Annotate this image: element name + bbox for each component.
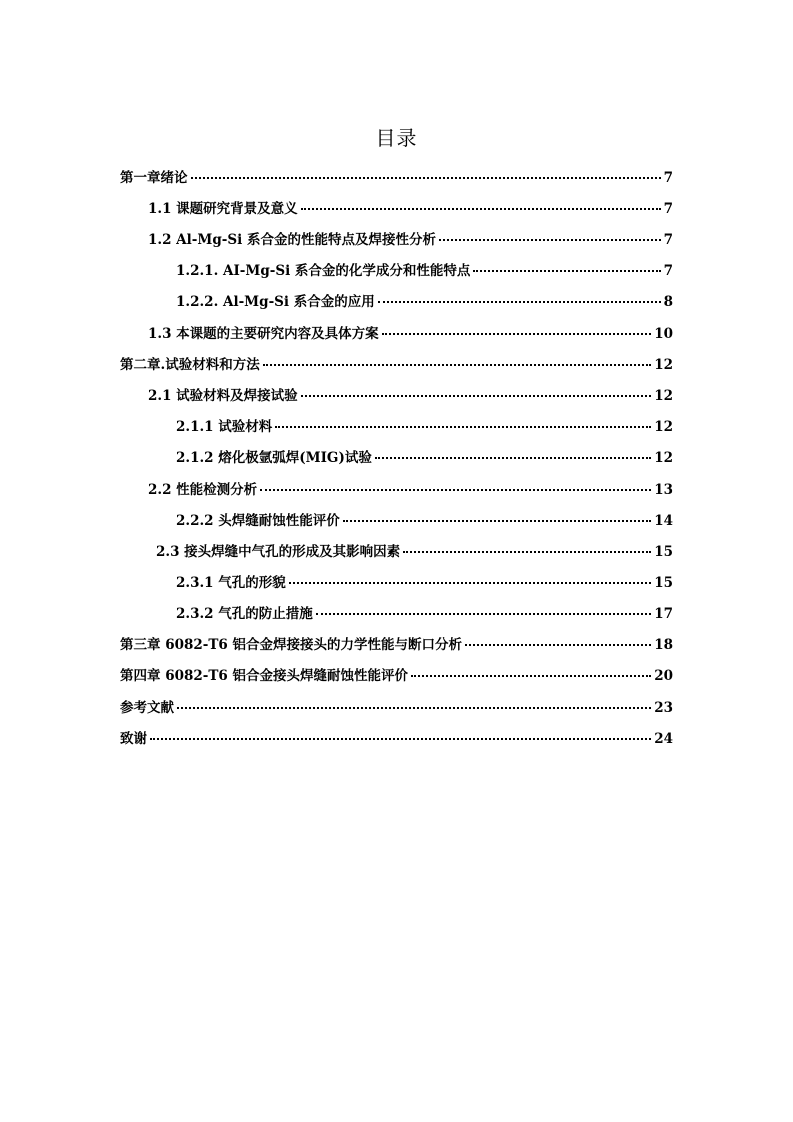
dot-leader — [260, 475, 651, 491]
toc-entry-page: 14 — [654, 513, 673, 529]
toc-entry-label: 参考文献 — [120, 700, 174, 716]
toc-entry[interactable] — [176, 446, 673, 467]
toc-entry[interactable] — [120, 166, 673, 187]
toc-entry[interactable] — [148, 228, 673, 249]
dot-leader — [473, 256, 660, 272]
dot-leader — [403, 537, 651, 553]
toc-entry-label: 1.2.2. Al-Mg-Si 系合金的应用 — [176, 294, 375, 310]
dot-leader — [301, 194, 661, 210]
toc-entry-page: 15 — [654, 544, 673, 560]
toc-title: 目录 — [375, 126, 418, 150]
dot-leader — [263, 350, 652, 366]
toc-entry[interactable] — [176, 602, 673, 623]
dot-leader — [191, 163, 661, 179]
toc-entry-label: 2.1 试验材料及焊接试验 — [148, 388, 298, 404]
toc-entry-page: 20 — [654, 668, 673, 684]
toc-entry[interactable] — [176, 290, 673, 311]
toc-entry-page: 10 — [654, 326, 673, 342]
toc-entry[interactable] — [156, 540, 673, 561]
toc-entry[interactable] — [120, 727, 673, 748]
dot-leader — [177, 693, 651, 709]
toc-entry-label: 1.2.1. AI-Mg-Si 系合金的化学成分和性能特点 — [176, 263, 471, 279]
dot-leader — [465, 630, 651, 646]
dot-leader — [411, 661, 651, 677]
toc-entry-page: 7 — [663, 263, 673, 279]
toc-entry[interactable] — [176, 415, 673, 436]
toc-entry[interactable] — [148, 478, 673, 499]
toc-entry-label: 2.3.2 气孔的防止措施 — [176, 606, 313, 622]
toc-entry-label: 2.2.2 头焊缝耐蚀性能评价 — [176, 513, 340, 529]
toc-entry-label: 2.3 接头焊缝中气孔的形成及其影响因素 — [156, 544, 401, 560]
dot-leader — [343, 506, 651, 522]
toc-entry-label: 第二章.试验材料和方法 — [120, 357, 260, 373]
dot-leader — [378, 287, 661, 303]
toc-entry[interactable] — [148, 384, 673, 405]
toc-entry-page: 17 — [654, 606, 673, 622]
dot-leader — [150, 724, 651, 740]
toc-entry[interactable] — [176, 259, 673, 280]
toc-entry-label: 第四章 6082-T6 铝合金接头焊缝耐蚀性能评价 — [120, 668, 409, 684]
dot-leader — [289, 568, 651, 584]
toc-entry-label: 1.2 Al-Mg-Si 系合金的性能特点及焊接性分析 — [148, 232, 436, 248]
toc-entry-label: 第一章绪论 — [120, 170, 188, 186]
toc-entry[interactable] — [120, 633, 673, 654]
toc-entry-label: 2.3.1 气孔的形貌 — [176, 575, 286, 591]
toc-entry-page: 12 — [654, 450, 673, 466]
toc-entry-page: 12 — [654, 419, 673, 435]
toc-entry-page: 7 — [663, 170, 673, 186]
toc-entry-page: 7 — [663, 201, 673, 217]
dot-leader — [382, 319, 652, 335]
toc-entry[interactable] — [148, 322, 673, 343]
toc-entry-label: 1.3 本课题的主要研究内容及具体方案 — [148, 326, 379, 342]
toc-entry-page: 15 — [654, 575, 673, 591]
toc-entry[interactable] — [148, 197, 673, 218]
toc-entry-page: 7 — [663, 232, 673, 248]
toc-entry-label: 第三章 6082-T6 铝合金焊接接头的力学性能与断口分析 — [120, 637, 463, 653]
toc-entry-label: 2.1.1 试验材料 — [176, 419, 273, 435]
toc-entry-page: 12 — [654, 388, 673, 404]
toc-entry[interactable] — [120, 696, 673, 717]
toc-entry[interactable] — [176, 571, 673, 592]
toc-entry-label: 1.1 课题研究背景及意义 — [148, 201, 298, 217]
dot-leader — [301, 381, 652, 397]
dot-leader — [439, 225, 661, 241]
toc-entry-page: 12 — [654, 357, 673, 373]
toc-entry-page: 24 — [654, 731, 673, 747]
toc-entry[interactable] — [176, 509, 673, 530]
toc-entry-page: 18 — [654, 637, 673, 653]
dot-leader — [375, 443, 651, 459]
toc-entry[interactable] — [120, 664, 673, 685]
toc-entry-page: 23 — [654, 700, 673, 716]
toc-entry-label: 致谢 — [120, 731, 147, 747]
toc-entry-page: 13 — [654, 482, 673, 498]
toc-entry[interactable] — [120, 353, 673, 374]
toc-entry-label: 2.2 性能检测分析 — [148, 482, 258, 498]
dot-leader — [316, 599, 651, 615]
dot-leader — [275, 412, 651, 428]
toc-entry-label: 2.1.2 熔化极氩弧焊(MIG)试验 — [176, 450, 372, 466]
toc-entry-page: 8 — [663, 294, 673, 310]
